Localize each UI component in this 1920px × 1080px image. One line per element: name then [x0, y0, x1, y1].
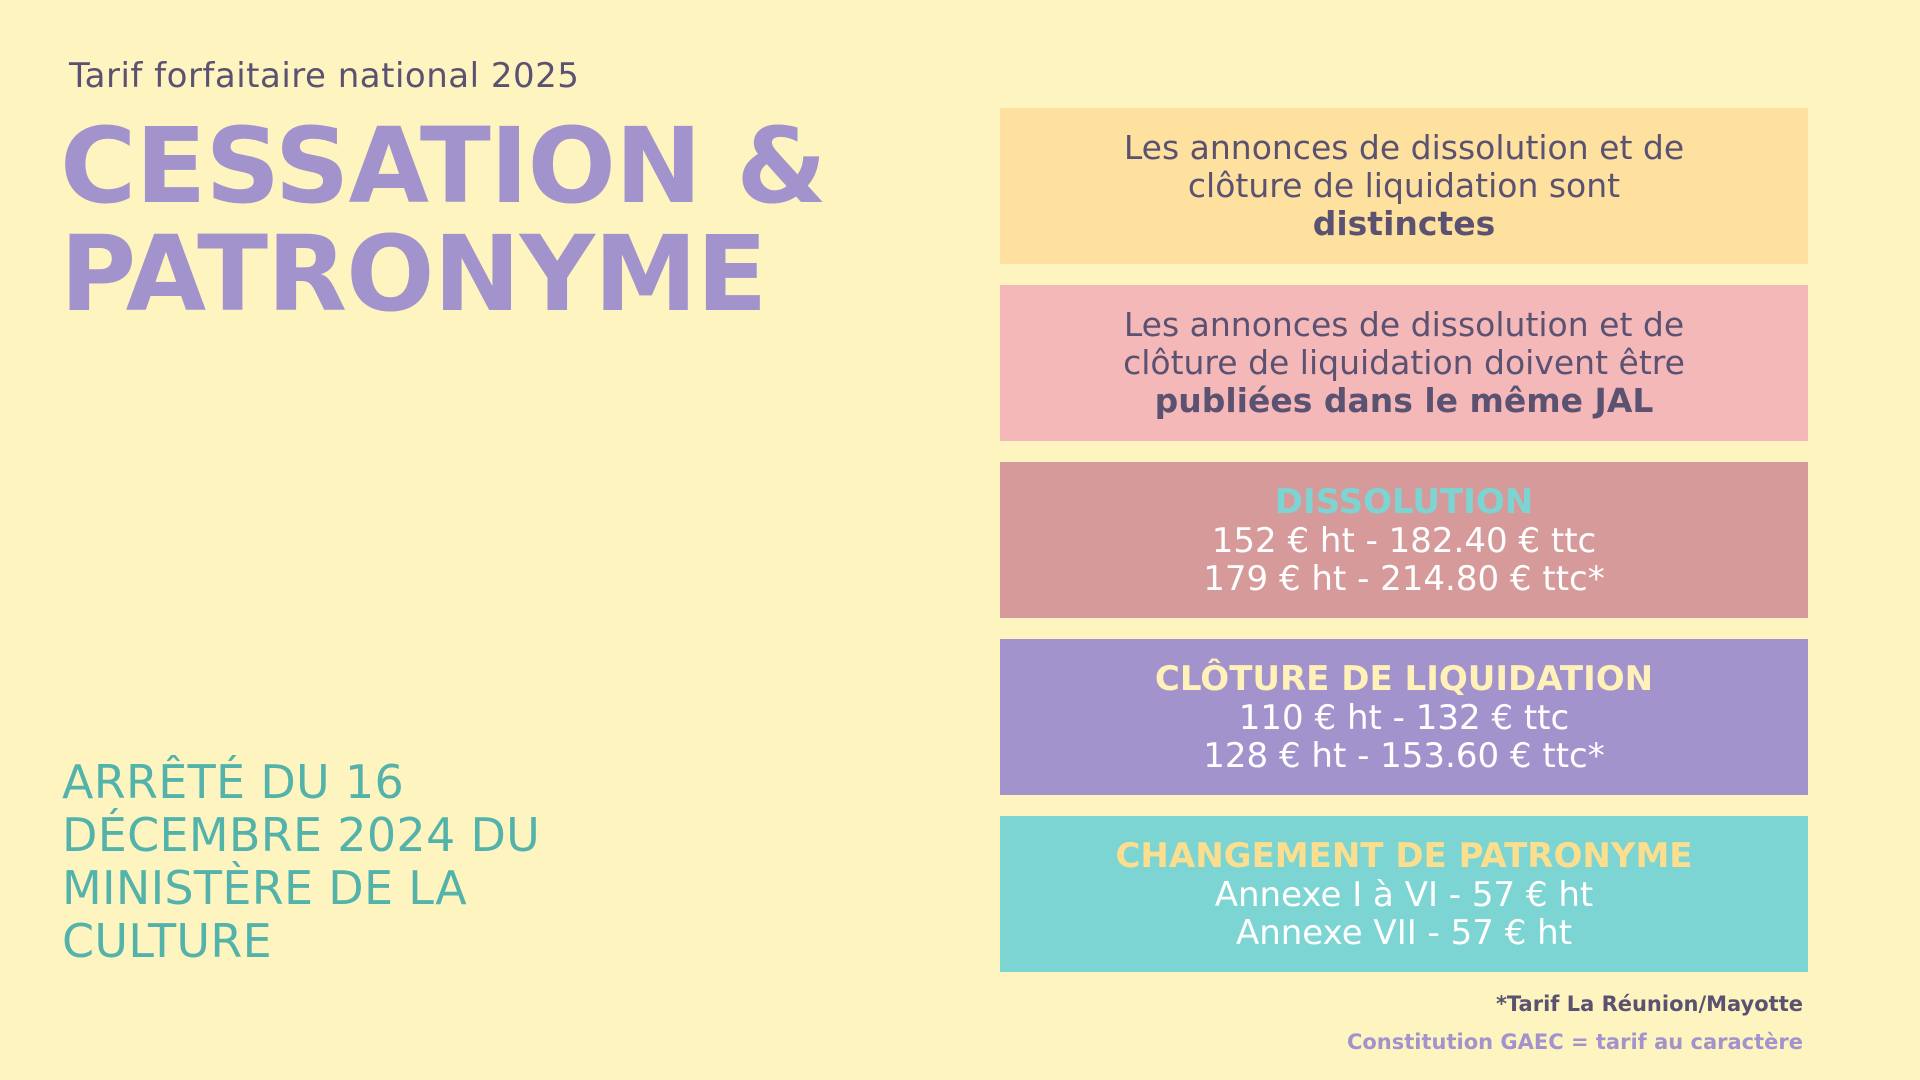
card-heading: CHANGEMENT DE PATRONYME	[1115, 836, 1693, 876]
card-heading: CLÔTURE DE LIQUIDATION	[1154, 659, 1654, 699]
subtitle: Tarif forfaitaire national 2025	[69, 56, 580, 96]
price-line: 128 € ht - 153.60 € ttc*	[1203, 736, 1605, 776]
page-title	[60, 105, 826, 335]
decree-line-3: MINISTÈRE DE LA	[62, 861, 468, 915]
decree-line-2: DÉCEMBRE 2024 DU	[62, 808, 541, 862]
title-line-1: CESSATION &	[60, 105, 826, 227]
card-cloture-liquidation	[1000, 639, 1808, 795]
footnote-gaec: Constitution GAEC = tarif au caractère	[1346, 1030, 1803, 1054]
price-line: Annexe VII - 57 € ht	[1235, 913, 1573, 953]
card-text-line: clôture de liquidation sont	[1187, 166, 1621, 205]
decree-reference	[62, 756, 540, 968]
card-changement-patronyme	[1000, 816, 1808, 972]
card-emphasis: publiées dans le même JAL	[1154, 381, 1654, 420]
card-dissolution	[1000, 462, 1808, 618]
price-line: 110 € ht - 132 € ttc	[1238, 698, 1570, 738]
decree-line-4: CULTURE	[62, 914, 272, 968]
card-distinct-announcements	[1000, 108, 1808, 264]
card-emphasis: distinctes	[1312, 204, 1496, 243]
card-text-line: clôture de liquidation doivent être	[1123, 343, 1685, 382]
price-line: 179 € ht - 214.80 € ttc*	[1203, 559, 1605, 599]
decree-line-1: ARRÊTÉ DU 16	[62, 755, 405, 809]
card-heading: DISSOLUTION	[1274, 482, 1534, 522]
footnote-reunion: *Tarif La Réunion/Mayotte	[1495, 992, 1803, 1016]
title-line-2: PATRONYME	[60, 213, 767, 335]
price-line: 152 € ht - 182.40 € ttc	[1211, 521, 1597, 561]
card-text-line: Les annonces de dissolution et de	[1123, 305, 1685, 344]
price-line: Annexe I à VI - 57 € ht	[1214, 875, 1594, 915]
card-text-line: Les annonces de dissolution et de	[1123, 128, 1685, 167]
card-same-jal	[1000, 285, 1808, 441]
